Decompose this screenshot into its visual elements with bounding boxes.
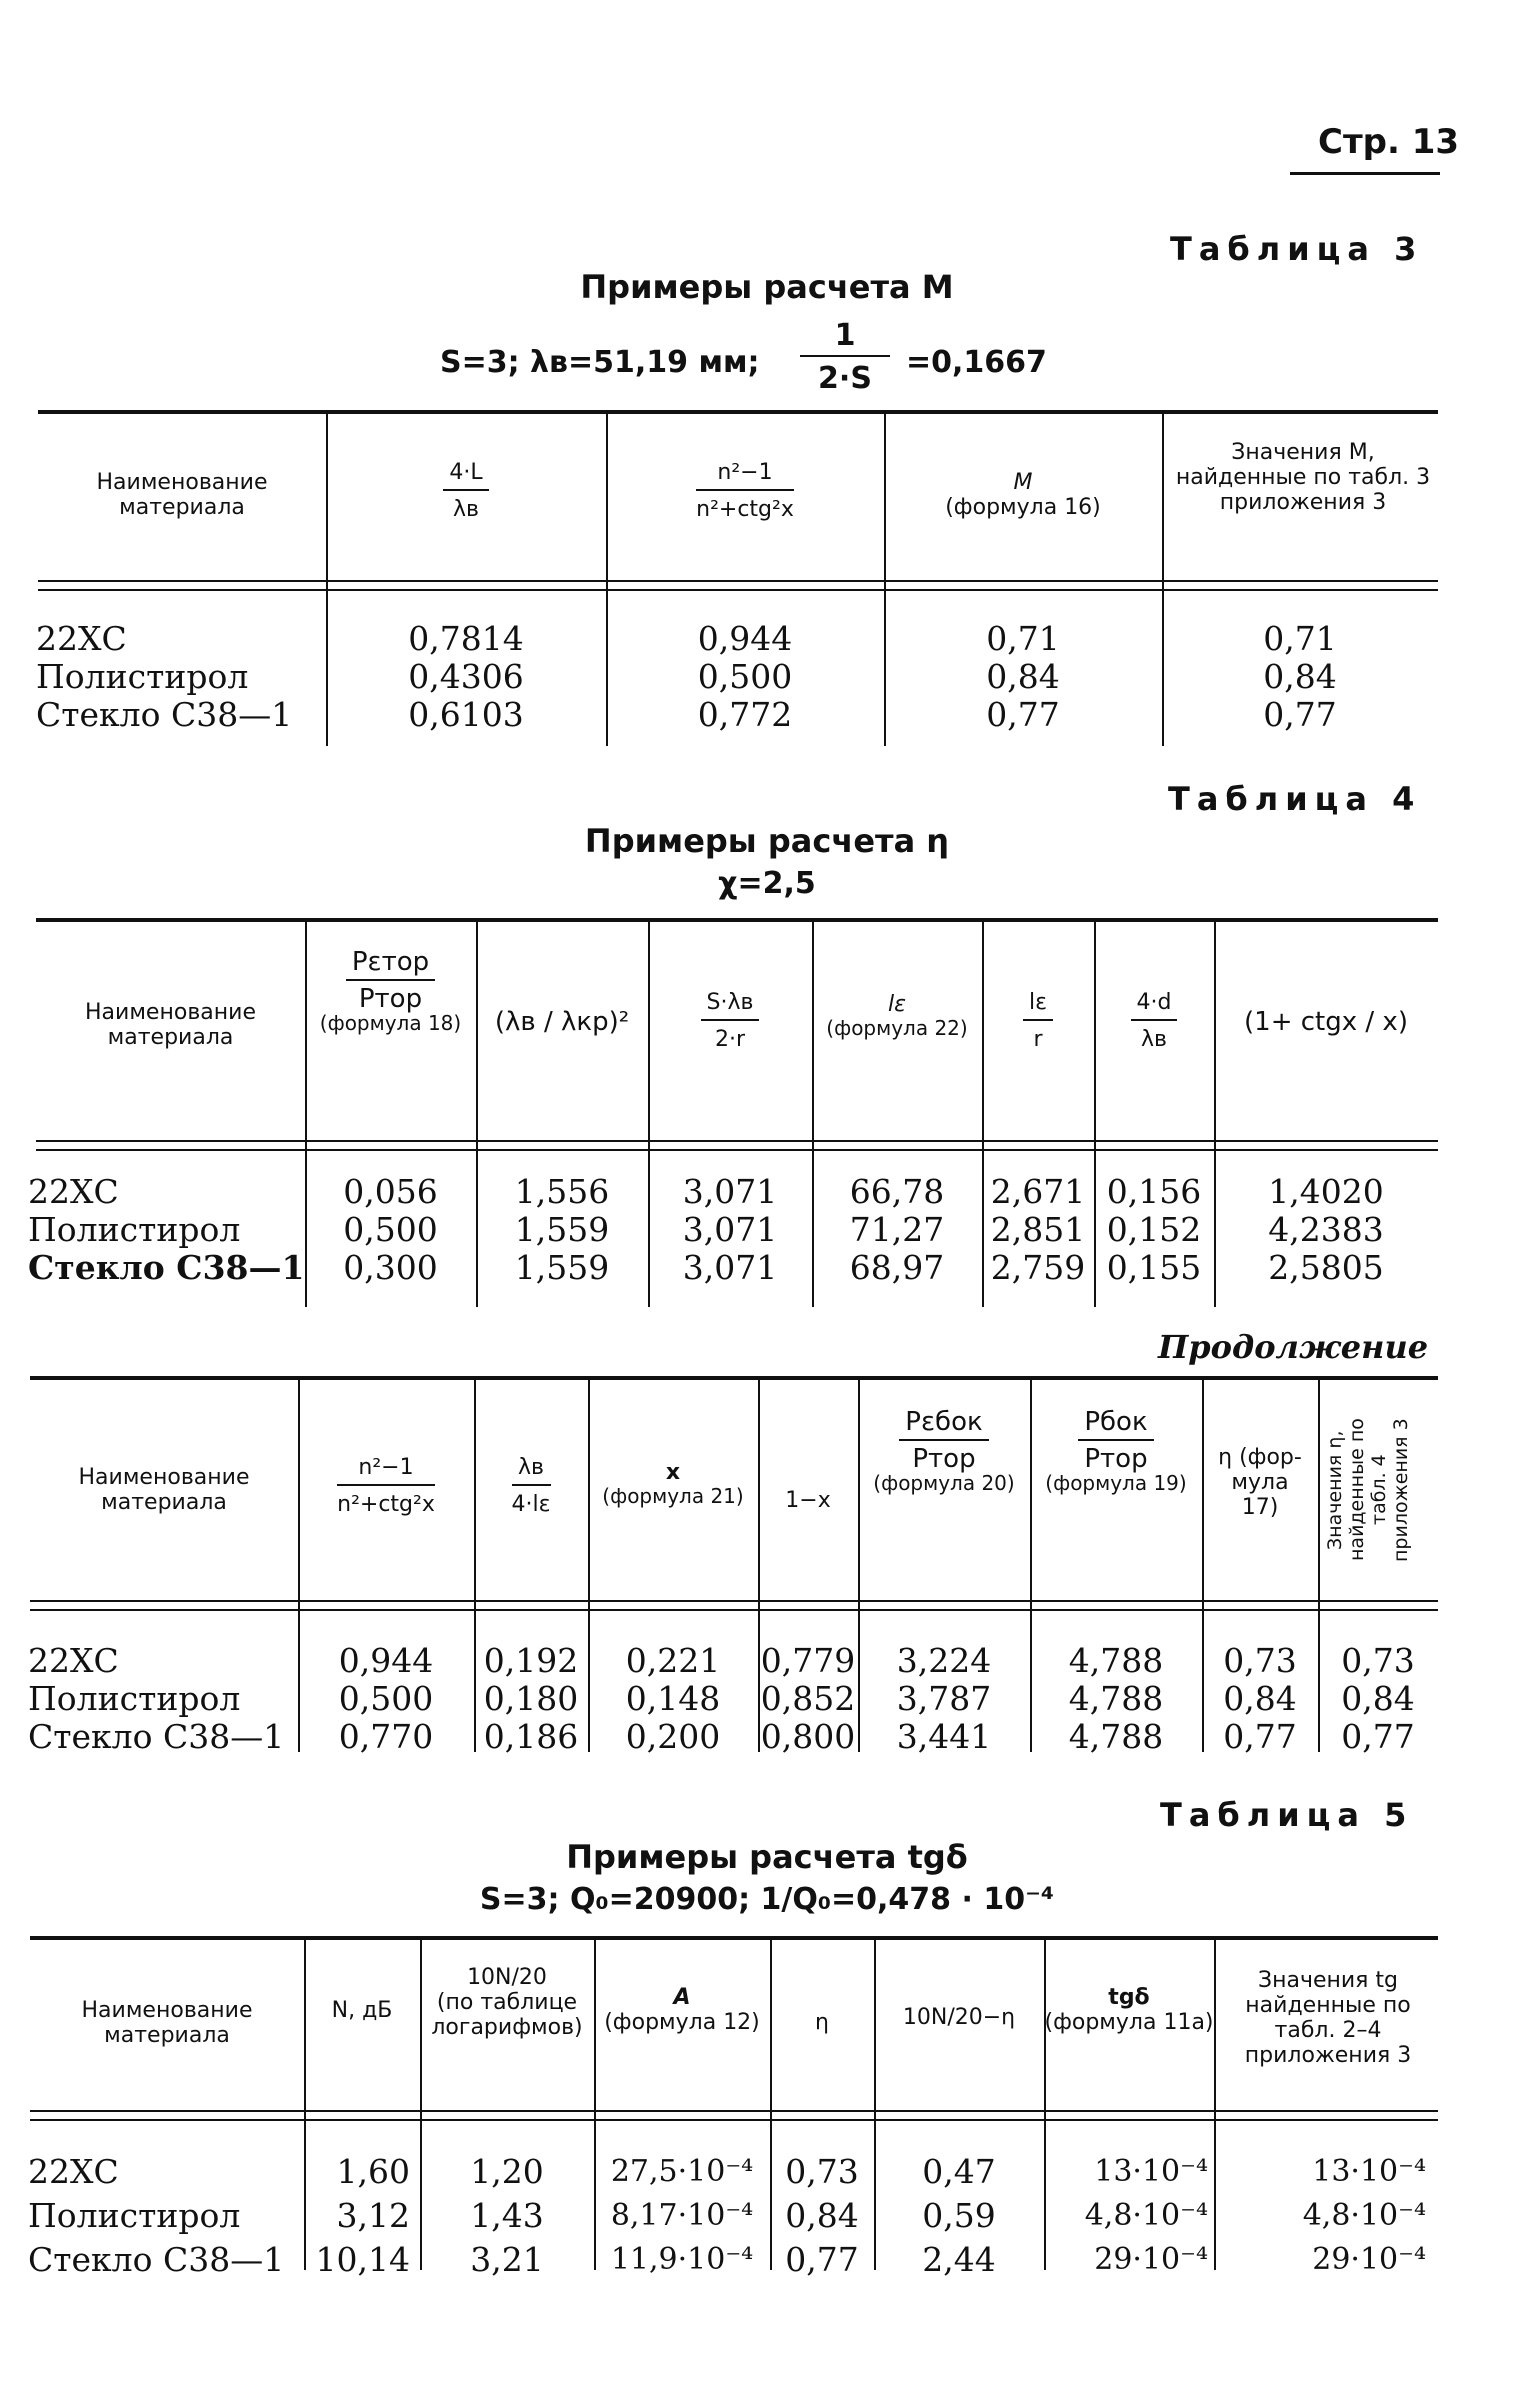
table4c-h1-den: n²+ctg²x <box>337 1492 435 1517</box>
table-cell: 0,71 <box>1263 619 1337 658</box>
table4-cont-col-c7 <box>1202 1642 1318 1756</box>
table-cell: 1,559 <box>514 1210 610 1249</box>
table4c-h6-note: (формула 19) <box>1045 1471 1187 1495</box>
table-cell: 1,4020 <box>1268 1172 1384 1211</box>
table4-h5-den: r <box>1033 1027 1043 1052</box>
table-cell: 0,200 <box>625 1717 721 1756</box>
table3-h1-den: λв <box>453 497 479 522</box>
table-cell: 0,84 <box>1341 1679 1415 1718</box>
table-cell: 0,500 <box>343 1210 438 1249</box>
table4c-h6-num: Pбок <box>1078 1410 1153 1441</box>
table-cell: 0,180 <box>483 1679 579 1718</box>
table-cell: 0,73 <box>1223 1641 1297 1680</box>
table4-h5-num: lε <box>1023 990 1053 1021</box>
table-cell: 71,27 <box>849 1210 945 1249</box>
table4-h1-note: (формула 18) <box>319 1011 462 1035</box>
table3-h2-num: n²−1 <box>696 460 794 491</box>
table4-cont-header-rule <box>30 1600 1438 1611</box>
table4-h1-num: Pεтор <box>346 950 435 981</box>
table5-col-material <box>28 2150 304 2282</box>
table5-col-c3 <box>594 2150 770 2282</box>
table-cell: 3,224 <box>896 1641 992 1680</box>
table3-col-c4 <box>1162 620 1438 734</box>
table-cell: 10,14 <box>315 2240 410 2279</box>
table-cell: 0,7814 <box>408 619 524 658</box>
table4-header-c2: (λв / λкр)² <box>494 1007 630 1037</box>
table4-col-c7 <box>1214 1173 1438 1287</box>
table-cell: 3,071 <box>682 1248 778 1287</box>
table-cell: 2,44 <box>922 2240 996 2279</box>
table4-h1-den: Pтор <box>358 984 423 1014</box>
table-cell: 0,77 <box>785 2240 859 2279</box>
table4-cont-col-c5 <box>858 1642 1030 1756</box>
table-cell: 29·10⁻⁴ <box>1094 2242 1208 2277</box>
table5-header-c4: η <box>815 2010 829 2035</box>
table-cell: 0,59 <box>922 2196 996 2235</box>
table3-params-result: =0,1667 <box>906 345 1047 380</box>
table-cell: 3,787 <box>896 1679 992 1718</box>
table5-label: Таблица 5 <box>1160 1796 1414 1834</box>
table4-col-c5 <box>982 1173 1094 1287</box>
table4-col-material <box>28 1173 305 1287</box>
table3-frac-den: 2·S <box>818 361 872 396</box>
table5-header-c5: 10N/20−η <box>902 2005 1016 2030</box>
table-cell: 0,4306 <box>408 657 524 696</box>
table4-h6-den: λв <box>1141 1027 1167 1052</box>
table3-top-rule <box>38 410 1438 414</box>
table-cell: 0,73 <box>1341 1641 1415 1680</box>
table-cell: Стекло С38—1 <box>28 1248 305 1287</box>
table-cell: 0,800 <box>760 1717 856 1756</box>
table4-cont-header-c8: Значения η, найденные по табл. 4 приложения 3 <box>1324 1418 1412 1562</box>
table4-h6-num: 4·d <box>1131 990 1178 1021</box>
table4-cont-header-c7: η (фор-мула 17) <box>1218 1445 1302 1520</box>
table5-col-c1 <box>304 2150 410 2282</box>
table3-title: Примеры расчета M <box>580 268 954 306</box>
table-cell: 0,300 <box>343 1248 438 1287</box>
table-cell: Стекло С38—1 <box>36 695 293 734</box>
table4-cont-header-material: Наименование материала <box>78 1465 250 1515</box>
table4c-h2-den: 4·lε <box>511 1492 551 1517</box>
table5-header-c7: Значения tg найденные по табл. 2–4 приложения 3 <box>1244 1968 1412 2068</box>
table-cell: 0,6103 <box>408 695 524 734</box>
table-cell: 22ХС <box>28 1641 119 1680</box>
table-cell: 0,71 <box>986 619 1060 658</box>
table5-header-c1: N, дБ <box>331 1998 393 2023</box>
table4-cont-col-c2 <box>474 1642 588 1756</box>
table-cell: 0,148 <box>625 1679 721 1718</box>
table4c-h2-num: λв <box>512 1455 551 1486</box>
table-cell: 0,779 <box>760 1641 856 1680</box>
table4-cont-header-c6 <box>1030 1407 1202 1495</box>
page-number: Стр. 13 <box>1318 122 1460 162</box>
table-cell: 0,186 <box>483 1717 579 1756</box>
table-cell: 3,441 <box>896 1717 992 1756</box>
table3-col-c3 <box>884 620 1162 734</box>
table4-col-c1 <box>305 1173 476 1287</box>
table4c-h5-den: Pтор <box>912 1444 976 1474</box>
table-cell: 0,77 <box>1341 1717 1415 1756</box>
table-cell: 4,788 <box>1068 1717 1164 1756</box>
table4-cont-header-c4: 1−x <box>785 1488 831 1513</box>
table4-header-c1 <box>305 947 476 1035</box>
table3-h1-num: 4·L <box>443 460 488 491</box>
table3-header-material: Наименование материала <box>96 470 268 520</box>
table-cell: 0,73 <box>785 2152 859 2191</box>
table4-cont-header-c1 <box>298 1455 474 1517</box>
table3-h2-den: n²+ctg²x <box>696 497 794 522</box>
table-cell: 0,944 <box>697 619 793 658</box>
table5-h3-top: A <box>673 1985 691 2010</box>
table-cell: 4,2383 <box>1268 1210 1384 1249</box>
table5-header-c3 <box>594 1985 770 2035</box>
table-cell: 0,056 <box>343 1172 438 1211</box>
table-cell: 0,84 <box>986 657 1060 696</box>
table3-params: S=3; λв=51,19 мм; <box>440 345 760 380</box>
table-cell: 27,5·10⁻⁴ <box>610 2154 754 2189</box>
table-cell: 0,500 <box>697 657 793 696</box>
table-cell: 0,500 <box>338 1679 434 1718</box>
table5-h3-bottom: (формула 12) <box>604 2010 760 2035</box>
table5-col-c4 <box>770 2150 874 2282</box>
table-cell: 3,12 <box>336 2196 410 2235</box>
table3-col-material <box>36 620 326 734</box>
table3-header-c4: Значения M, найденные по табл. 3 приложения 3 <box>1175 440 1431 515</box>
table4c-h5-note: (формула 20) <box>873 1471 1015 1495</box>
table4-cont-col-c6 <box>1030 1642 1202 1756</box>
table-cell: 1,43 <box>470 2196 544 2235</box>
table-cell: 4,788 <box>1068 1641 1164 1680</box>
table-cell: Полистирол <box>28 1679 241 1718</box>
table4c-h5-num: Pεбок <box>899 1410 988 1441</box>
table-cell: 3,21 <box>470 2240 544 2279</box>
table4-cont-col-c4 <box>758 1642 858 1756</box>
table-cell: 13·10⁻⁴ <box>1312 2154 1426 2189</box>
table5-h6-top: tgδ <box>1108 1985 1150 2010</box>
table-cell: 3,071 <box>682 1172 778 1211</box>
table5-col-c2 <box>420 2150 594 2282</box>
table-cell: 0,772 <box>697 695 793 734</box>
table-cell: Полистирол <box>36 657 249 696</box>
table5-header-c2 <box>424 1965 590 2040</box>
table3-params-frac <box>800 318 890 396</box>
table-cell: 0,84 <box>1263 657 1337 696</box>
table4-col-c3 <box>648 1173 812 1287</box>
table4-header-rule <box>36 1140 1438 1151</box>
table4-cont-top-rule <box>30 1376 1438 1380</box>
table-cell: 0,77 <box>1263 695 1337 734</box>
table4c-h1-num: n²−1 <box>337 1455 435 1486</box>
table-cell: 8,17·10⁻⁴ <box>610 2198 754 2233</box>
table4-header-c4 <box>812 992 982 1039</box>
table4-cont-col-c8 <box>1318 1642 1438 1756</box>
table4c-h3-bottom: (формула 21) <box>602 1484 744 1508</box>
table-cell: 0,77 <box>1223 1717 1297 1756</box>
table-cell: 29·10⁻⁴ <box>1312 2242 1426 2277</box>
table-cell: 13·10⁻⁴ <box>1094 2154 1208 2189</box>
table4-top-rule <box>36 918 1438 922</box>
table5-col-c6 <box>1044 2150 1208 2282</box>
table4-header-c7: (1+ ctgx / x) <box>1244 1007 1408 1037</box>
table-cell: 0,944 <box>338 1641 434 1680</box>
table-cell: 0,84 <box>785 2196 859 2235</box>
table5-col-c7 <box>1214 2150 1426 2282</box>
table-cell: 0,152 <box>1106 1210 1202 1249</box>
table-cell: 0,192 <box>483 1641 579 1680</box>
table4-subtitle: χ=2,5 <box>718 866 816 901</box>
table3-label: Таблица 3 <box>1170 230 1424 268</box>
table4-h4-top: lε <box>887 992 906 1017</box>
table4-cont-header-c2 <box>474 1455 588 1517</box>
table4-cont-header-c3 <box>588 1460 758 1507</box>
table5-params: S=3; Q₀=20900; 1/Q₀=0,478 · 10⁻⁴ <box>479 1882 1055 1917</box>
table-cell: Стекло С38—1 <box>28 2240 285 2279</box>
table4c-h3-top: x <box>665 1460 681 1485</box>
table5-header-material: Наименование материала <box>81 1998 253 2048</box>
table4-header-c3 <box>648 990 812 1052</box>
table4-cont-col-c1 <box>298 1642 474 1756</box>
table-cell: 3,071 <box>682 1210 778 1249</box>
table-cell: 0,77 <box>986 695 1060 734</box>
table-cell: 22ХС <box>36 619 127 658</box>
table3-h3-bottom: (формула 16) <box>945 495 1101 520</box>
table-cell: 68,97 <box>849 1248 945 1287</box>
table-cell: 1,559 <box>514 1248 610 1287</box>
table-cell: 4,8·10⁻⁴ <box>1302 2198 1426 2233</box>
table-cell: 4,788 <box>1068 1679 1164 1718</box>
table5-title: Примеры расчета tgδ <box>566 1838 968 1876</box>
table5-header-rule <box>30 2110 1438 2121</box>
table-cell: 1,20 <box>470 2152 544 2191</box>
table4-col-c6 <box>1094 1173 1214 1287</box>
table-cell: 2,851 <box>990 1210 1086 1249</box>
table-cell: 4,8·10⁻⁴ <box>1084 2198 1208 2233</box>
table4-header-material: Наименование материала <box>85 1000 256 1050</box>
table4-cont-header-c5 <box>858 1407 1030 1495</box>
table-cell: 0,221 <box>625 1641 721 1680</box>
table-cell: 66,78 <box>849 1172 945 1211</box>
table-cell: 2,671 <box>990 1172 1086 1211</box>
table4-title: Примеры расчета η <box>584 822 950 860</box>
table5-h2-bottom: (по таблице логарифмов) <box>431 1990 583 2040</box>
table-cell: 0,47 <box>922 2152 996 2191</box>
table3-col-c1 <box>326 620 606 734</box>
table-cell: 0,852 <box>760 1679 856 1718</box>
table3-col-c2 <box>606 620 884 734</box>
table5-h6-bottom: (формула 11а) <box>1044 2010 1214 2035</box>
table3-frac-num: 1 <box>800 318 890 357</box>
table-cell: Полистирол <box>28 1210 241 1249</box>
table4-cont-col-c3 <box>588 1642 758 1756</box>
table4-label: Таблица 4 <box>1168 780 1422 818</box>
table-cell: 2,759 <box>990 1248 1086 1287</box>
table4-cont-label: Продолжение <box>1158 1328 1429 1366</box>
table-cell: Полистирол <box>28 2196 241 2235</box>
table4-h3-num: S·λв <box>701 990 760 1021</box>
table-cell: 0,156 <box>1106 1172 1202 1211</box>
table3-header-c2 <box>606 460 884 522</box>
table3-header-c1 <box>326 460 606 522</box>
table5-h2-top: 10N/20 <box>467 1965 547 1990</box>
table5-col-c5 <box>874 2150 1044 2282</box>
table4-cont-col-material <box>28 1642 298 1756</box>
table-cell: 11,9·10⁻⁴ <box>610 2242 754 2277</box>
table4-col-c4 <box>812 1173 982 1287</box>
table4-h4-bottom: (формула 22) <box>826 1016 968 1040</box>
table-cell: 2,5805 <box>1268 1248 1384 1287</box>
table-cell: Стекло С38—1 <box>28 1717 285 1756</box>
table4c-h6-den: Pтор <box>1084 1444 1148 1474</box>
table3-h3-top: M <box>1013 470 1033 495</box>
table4-col-c2 <box>476 1173 648 1287</box>
table-cell: 1,60 <box>336 2152 410 2191</box>
table4-header-c5 <box>982 990 1094 1052</box>
table-cell: 1,556 <box>514 1172 610 1211</box>
table-cell: 0,84 <box>1223 1679 1297 1718</box>
table3-header-rule <box>38 580 1438 591</box>
page-number-underline <box>1290 172 1440 175</box>
table5-top-rule <box>30 1936 1438 1940</box>
table4-h3-den: 2·r <box>714 1027 746 1052</box>
table3-header-c3 <box>884 470 1162 520</box>
table-cell: 22ХС <box>28 1172 119 1211</box>
table5-header-c6 <box>1044 1985 1214 2035</box>
table-cell: 0,770 <box>338 1717 434 1756</box>
table-cell: 22ХС <box>28 2152 119 2191</box>
table-cell: 0,155 <box>1106 1248 1202 1287</box>
table4-header-c6 <box>1094 990 1214 1052</box>
